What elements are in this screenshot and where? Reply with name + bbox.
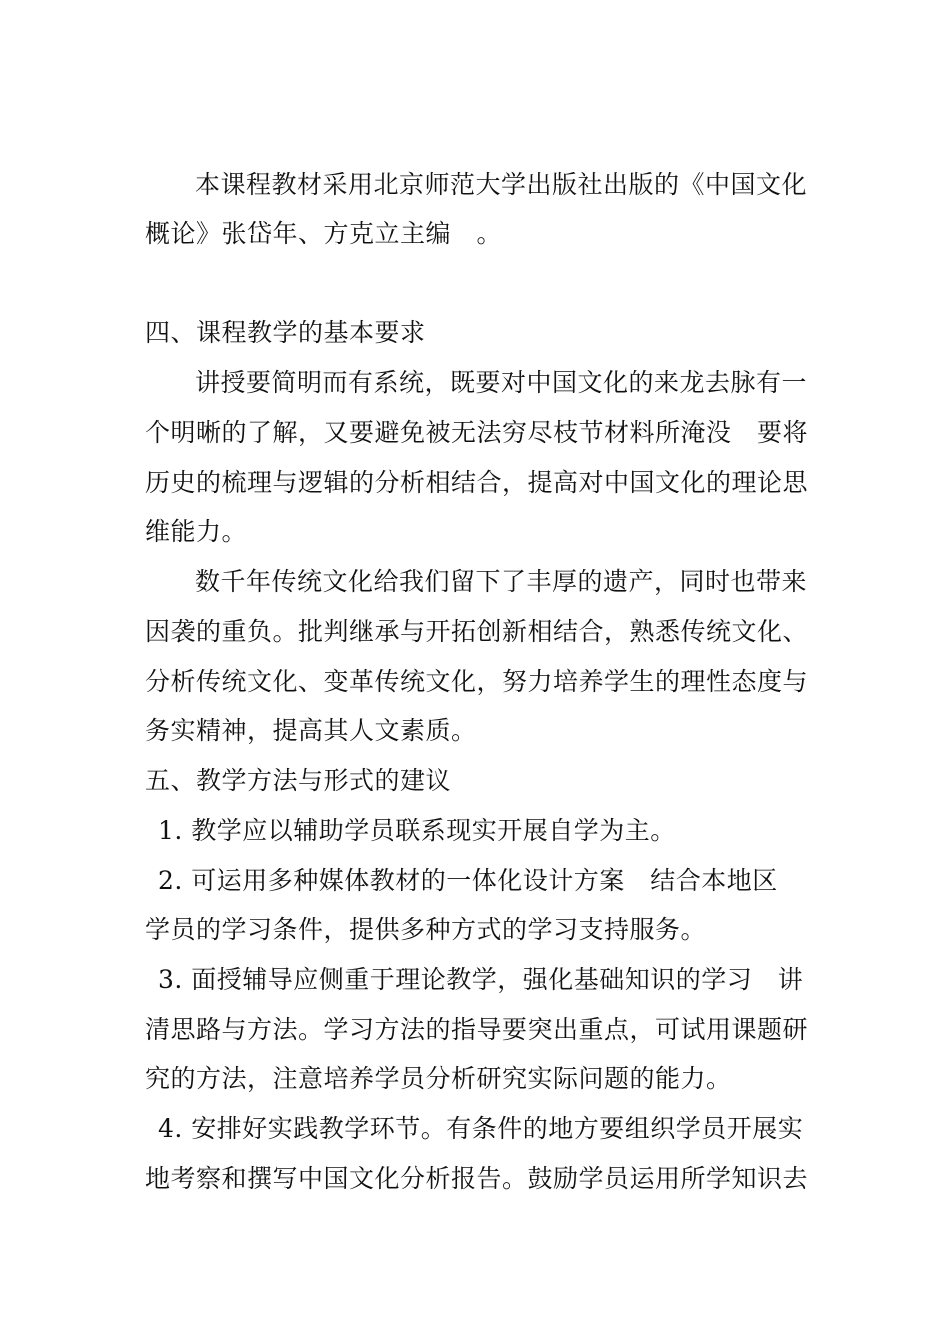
list-item-4-line-1: 4. 安排好实践教学环节。有条件的地方要组织学员开展实 (158, 1114, 804, 1143)
list-item-3-line-3: 究的方法，注意培养学员分析研究实际问题的能力。 (145, 1064, 732, 1093)
textbook-paragraph-line-2: 概论》张岱年、方克立主编 。 (145, 219, 503, 248)
requirements-paragraph-1-line-3: 历史的梳理与逻辑的分析相结合，提高对中国文化的理论思 (145, 468, 809, 497)
requirements-paragraph-2-line-1: 数千年传统文化给我们留下了丰厚的遗产，同时也带来 (195, 567, 808, 596)
requirements-paragraph-2-line-2: 因袭的重负。批判继承与开拓创新相结合，熟悉传统文化、 (145, 617, 809, 646)
list-item-3-line-1: 3. 面授辅导应侧重于理论教学，强化基础知识的学习 讲 (158, 965, 804, 994)
requirements-paragraph-1-line-1: 讲授要简明而有系统，既要对中国文化的来龙去脉有一 (195, 368, 808, 397)
section-heading-4: 四、课程教学的基本要求 (145, 318, 426, 347)
list-item-2-line-1: 2. 可运用多种媒体教材的一体化设计方案 结合本地区 (158, 866, 778, 895)
list-item-1: 1. 教学应以辅助学员联系现实开展自学为主。 (158, 816, 676, 845)
list-item-2-line-2: 学员的学习条件，提供多种方式的学习支持服务。 (145, 915, 707, 944)
section-heading-5: 五、教学方法与形式的建议 (145, 766, 452, 795)
list-item-4-line-2: 地考察和撰写中国文化分析报告。鼓励学员运用所学知识去 (145, 1164, 809, 1193)
textbook-paragraph-line-1: 本课程教材采用北京师范大学出版社出版的《中国文化 (195, 170, 808, 199)
requirements-paragraph-2-line-4: 务实精神，提高其人文素质。 (145, 716, 477, 745)
requirements-paragraph-1-line-2: 个明晰的了解，又要避免被无法穷尽枝节材料所淹没 要将 (145, 418, 809, 447)
requirements-paragraph-1-line-4: 维能力。 (145, 517, 248, 546)
list-item-3-line-2: 清思路与方法。学习方法的指导要突出重点，可试用课题研 (145, 1015, 809, 1044)
requirements-paragraph-2-line-3: 分析传统文化、变革传统文化，努力培养学生的理性态度与 (145, 667, 809, 696)
